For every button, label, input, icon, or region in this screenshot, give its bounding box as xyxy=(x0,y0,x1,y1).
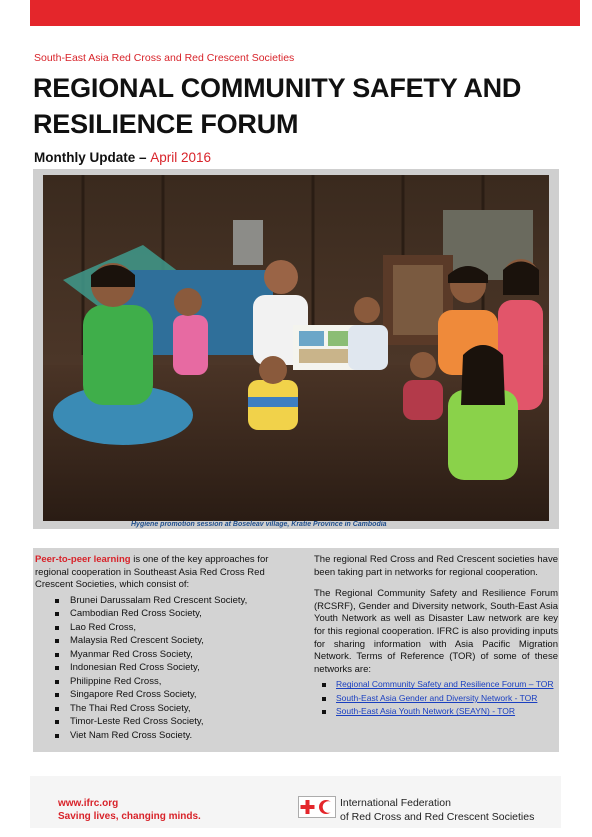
subtitle xyxy=(34,150,211,165)
right-column xyxy=(314,554,558,720)
lead-highlight: Peer-to-peer learning xyxy=(35,554,131,565)
footer xyxy=(30,776,561,828)
list-item: Indonesian Red Cross Society, xyxy=(55,661,285,675)
top-red-bar xyxy=(30,0,580,26)
info-box xyxy=(33,548,559,752)
organization-label: South-East Asia Red Cross and Red Crescent Societies xyxy=(34,52,295,64)
rcsrf-tor-link[interactable]: Regional Community Safety and Resilience Forum – TOR xyxy=(336,679,554,690)
seayn-tor-link[interactable]: South-East Asia Youth Network (SEAYN) - TOR xyxy=(336,706,516,717)
networks-detail-paragraph: The Regional Community Safety and Resilience Forum (RCSRF), Gender and Diversity network, South-East Asia Youth Network as well as Disaster Law network are key for this regional cooperation. IFRC is also providing inputs for sharing information with Asia Pacific Migration Network. Terms of Reference (TOR) of some of these networks are: xyxy=(314,588,558,675)
list-item: Singapore Red Cross Society, xyxy=(55,688,285,702)
ifrc-name-line1: International Federation xyxy=(340,797,451,809)
list-item: Brunei Darussalam Red Crescent Society, xyxy=(55,594,285,608)
list-item: Cambodian Red Cross Society, xyxy=(55,607,285,621)
community-meeting-photo xyxy=(43,175,549,521)
tor-links-list xyxy=(314,679,558,718)
networks-intro-paragraph: The regional Red Cross and Red Crescent societies have been taking part in networks for regional cooperation. xyxy=(314,554,558,578)
ifrc-name-line2: of Red Cross and Red Crescent Societies xyxy=(340,811,535,823)
list-item: The Thai Red Cross Society, xyxy=(55,702,285,716)
slogan: Saving lives, changing minds. xyxy=(58,811,201,822)
photo-frame xyxy=(33,169,559,529)
subtitle-label: Monthly Update – xyxy=(34,150,151,165)
subtitle-month: April 2016 xyxy=(150,150,212,165)
list-item: Timor-Leste Red Cross Society, xyxy=(55,715,285,729)
left-column xyxy=(35,554,285,742)
list-item: Viet Nam Red Cross Society. xyxy=(55,729,285,743)
gender-diversity-tor-link[interactable]: South-East Asia Gender and Diversity Network - TOR xyxy=(336,692,538,703)
red-cross-crescent-emblem-icon xyxy=(298,796,336,818)
website-link[interactable]: www.ifrc.org xyxy=(58,798,119,809)
list-item xyxy=(322,679,558,691)
list-item xyxy=(322,693,558,705)
photo-caption: Hygiene promotion session at Boseleav village, Kratie Province in Cambodia xyxy=(131,521,387,528)
list-item: Philippine Red Cross, xyxy=(55,675,285,689)
societies-list xyxy=(35,594,285,743)
list-item xyxy=(322,706,558,718)
page-title: REGIONAL COMMUNITY SAFETY AND RESILIENCE FORUM xyxy=(33,73,522,139)
lead-text: is one of the key approaches for regional cooperation in Southeast Asia Red Cross Red Crescent Societies, which consist of: xyxy=(35,554,269,591)
list-item: Myanmar Red Cross Society, xyxy=(55,648,285,662)
list-item: Malaysia Red Crescent Society, xyxy=(55,634,285,648)
list-item: Lao Red Cross, xyxy=(55,621,285,635)
